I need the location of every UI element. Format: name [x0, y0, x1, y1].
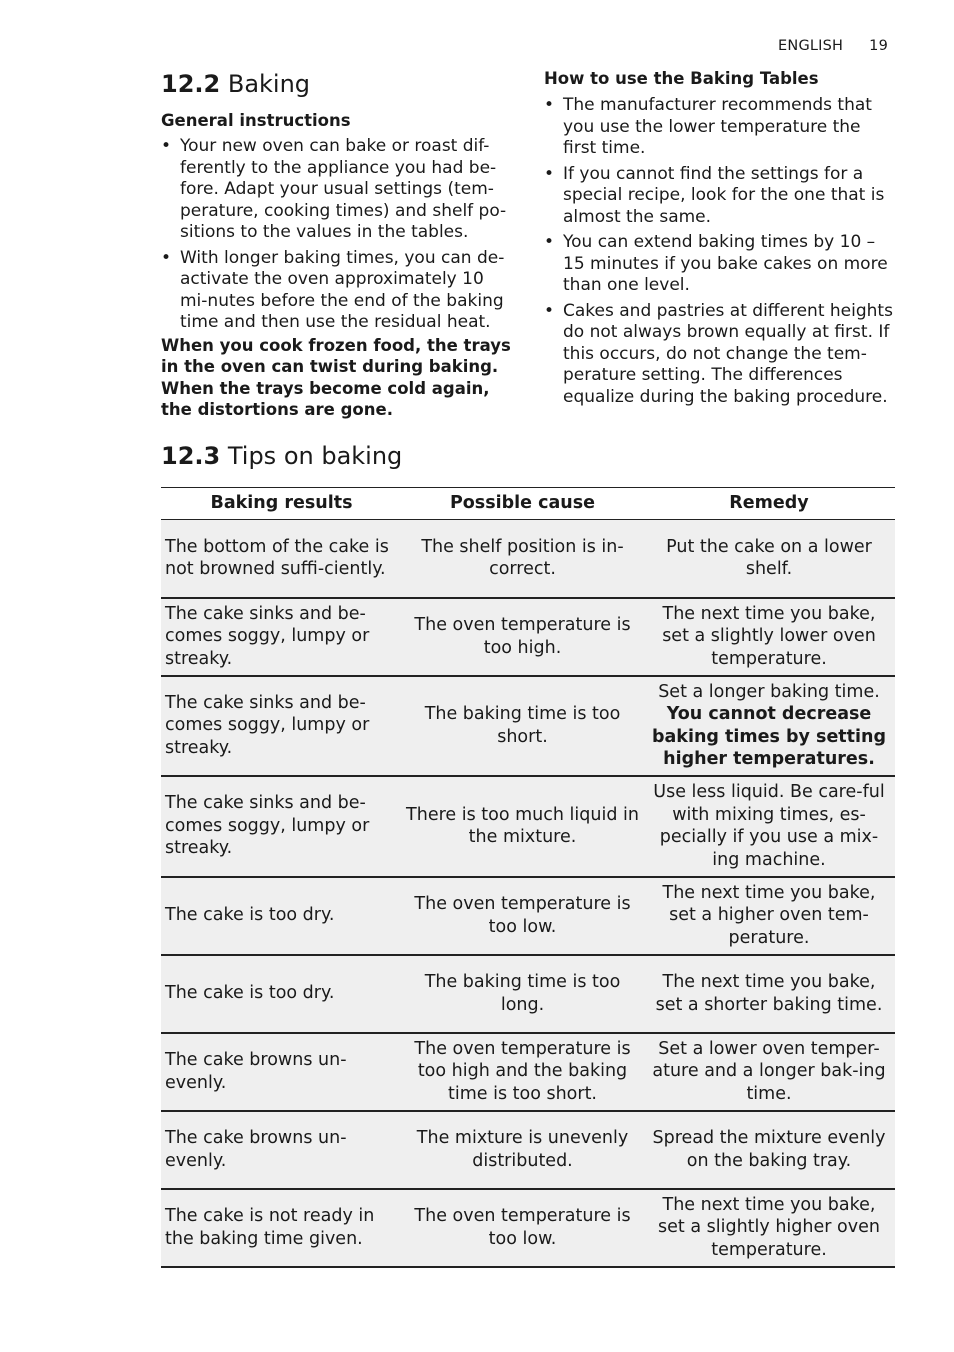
baking-section-number: 12.2 — [161, 70, 221, 98]
table-row — [161, 877, 895, 955]
baking-tables-list — [544, 95, 896, 408]
cause-cell: There is too much liquid in the mixture. — [402, 776, 643, 877]
page-number: 19 — [869, 38, 888, 54]
remedy-text: Set a longer baking time. — [658, 681, 880, 702]
column-header-remedy: Remedy — [643, 488, 895, 520]
result-cell: The cake browns un-evenly. — [161, 1033, 402, 1111]
result-cell: The cake is not ready in the baking time given. — [161, 1189, 402, 1267]
remedy-cell — [643, 877, 895, 955]
table-row — [161, 776, 895, 877]
list-item: • Your new oven can bake or roast dif-ferently to the appliance you had be-fore. Adapt your usual settings (tem-perature, cooking times) and shelf po-sitions to the values in the tables. — [161, 136, 513, 244]
cause-cell: The oven temperature is too low. — [402, 877, 643, 955]
list-item: • If you cannot find the settings for a special recipe, look for the one that is almost the same. — [544, 164, 896, 229]
remedy-text: The next time you bake, set a slightly lower oven temperature. — [662, 603, 876, 669]
baking-section-title — [161, 68, 513, 100]
remedy-cell — [643, 1189, 895, 1267]
table-row — [161, 1111, 895, 1189]
result-cell: The bottom of the cake is not browned suffi-ciently. — [161, 520, 402, 598]
cause-cell: The shelf position is in-correct. — [402, 520, 643, 598]
result-cell: The cake is too dry. — [161, 877, 402, 955]
frozen-food-warning: When you cook frozen food, the trays in the oven can twist during baking. When the trays become cold again, the distortions are gone. — [161, 335, 511, 419]
cause-cell: The oven temperature is too high. — [402, 598, 643, 676]
cause-cell: The baking time is too short. — [402, 676, 643, 776]
tips-section-label: Tips on baking — [227, 442, 403, 470]
baking-right-column — [544, 68, 896, 412]
result-cell: The cake sinks and be-comes soggy, lumpy or streaky. — [161, 776, 402, 877]
baking-tables-heading: How to use the Baking Tables — [544, 69, 819, 88]
remedy-text: Set a lower oven temper-ature and a longer bak-ing time. — [652, 1038, 886, 1104]
list-item: • You can extend baking times by 10 – 15 minutes if you bake cakes on more than one level. — [544, 232, 896, 297]
remedy-text: The next time you bake, set a higher oven tem-perature. — [662, 882, 876, 948]
column-header-cause: Possible cause — [402, 488, 643, 520]
table-row — [161, 520, 895, 598]
result-cell: The cake browns un-evenly. — [161, 1111, 402, 1189]
remedy-cell — [643, 776, 895, 877]
cause-cell: The oven temperature is too high and the baking time is too short. — [402, 1033, 643, 1111]
table-row — [161, 1189, 895, 1267]
remedy-text: Put the cake on a lower shelf. — [666, 536, 872, 580]
table-header-row — [161, 488, 895, 520]
column-header-results: Baking results — [161, 488, 402, 520]
general-instructions-heading: General instructions — [161, 111, 351, 130]
table-row — [161, 676, 895, 776]
tips-section-title — [161, 440, 402, 472]
table-row — [161, 955, 895, 1033]
result-cell: The cake is too dry. — [161, 955, 402, 1033]
list-item: • The manufacturer recommends that you use the lower temperature the first time. — [544, 95, 896, 160]
baking-left-column — [161, 68, 513, 421]
remedy-text: Use less liquid. Be care-ful with mixing times, es-pecially if you use a mix-ing machine. — [653, 782, 885, 870]
remedy-cell — [643, 955, 895, 1033]
remedy-cell — [643, 520, 895, 598]
result-cell: The cake sinks and be-comes soggy, lumpy or streaky. — [161, 598, 402, 676]
table-row — [161, 1033, 895, 1111]
remedy-bold-note: You cannot decrease baking times by setting higher temperatures. — [651, 704, 887, 769]
tips-table — [161, 487, 895, 1268]
remedy-text: Spread the mixture evenly on the baking tray. — [652, 1128, 886, 1171]
general-instructions-list — [161, 136, 513, 334]
list-item: • Cakes and pastries at different heights do not always brown equally at first. If this occurs, do not change the tem-perature setting. The differences equalize during the baking procedure. — [544, 301, 896, 409]
baking-section-label: Baking — [227, 70, 311, 98]
language-label: ENGLISH — [778, 38, 844, 54]
remedy-cell — [643, 598, 895, 676]
cause-cell: The mixture is unevenly distributed. — [402, 1111, 643, 1189]
cause-cell: The oven temperature is too low. — [402, 1189, 643, 1267]
list-item: • With longer baking times, you can de-activate the oven approximately 10 mi-nutes before the end of the baking time and then use the residual heat. — [161, 248, 513, 334]
remedy-text: The next time you bake, set a slightly higher oven temperature. — [658, 1194, 880, 1260]
table-row — [161, 598, 895, 676]
remedy-cell — [643, 1033, 895, 1111]
page-header — [778, 38, 888, 54]
result-cell: The cake sinks and be-comes soggy, lumpy or streaky. — [161, 676, 402, 776]
cause-cell: The baking time is too long. — [402, 955, 643, 1033]
remedy-cell — [643, 676, 895, 776]
tips-section-number: 12.3 — [161, 442, 221, 470]
remedy-text: The next time you bake, set a shorter baking time. — [655, 972, 883, 1015]
remedy-cell — [643, 1111, 895, 1189]
